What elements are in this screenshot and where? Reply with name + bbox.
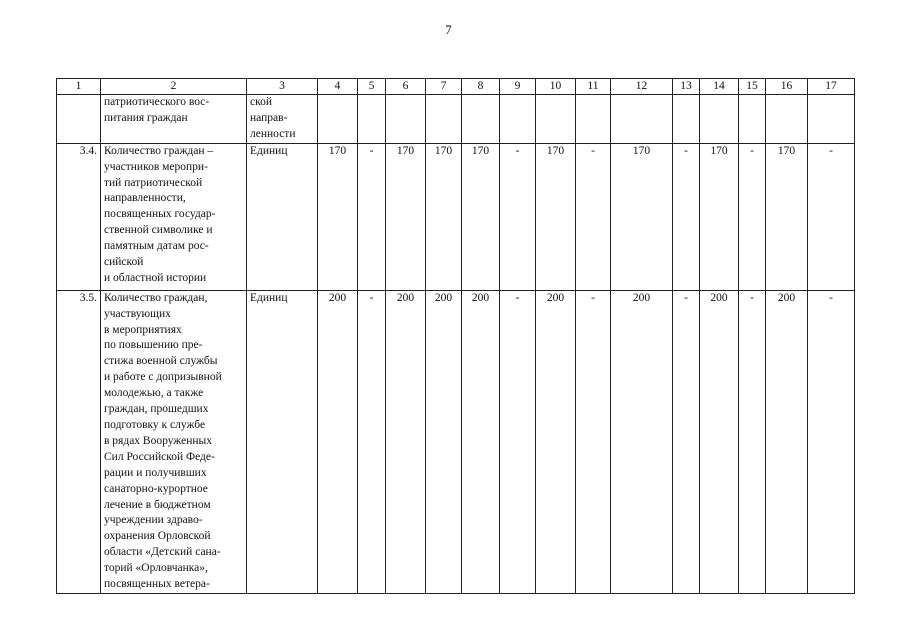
indicator-name-line: патриотического вос-: [104, 96, 210, 108]
indicator-name-line: направленности,: [104, 192, 186, 205]
column-header-3: 3: [247, 79, 318, 95]
indicator-name: [101, 290, 247, 593]
unit-line: направ-: [250, 111, 288, 124]
column-header-13: 13: [673, 79, 700, 95]
value-cell-col-6: [386, 95, 426, 144]
indicator-name-line: граждан, прошедших: [104, 403, 209, 416]
row-number: [57, 95, 101, 144]
indicator-name-line: молодежью, а также: [104, 387, 204, 400]
unit-line: Единиц: [250, 291, 288, 304]
unit-line: ленности: [250, 127, 296, 140]
value-cell-col-16: 170: [766, 143, 808, 290]
indicator-name-line: в рядах Вооруженных: [104, 434, 212, 447]
value-cell-col-13: -: [673, 143, 700, 290]
value-cell-col-11: -: [576, 290, 611, 593]
indicator-name-line: подготовку к службе: [104, 418, 206, 431]
value-cell-col-12: 170: [611, 143, 673, 290]
indicator-name-line: области «Детский сана-: [104, 546, 221, 559]
value-cell-col-8: 170: [462, 143, 500, 290]
indicator-name-line: и работе с допризывной: [104, 371, 222, 384]
indicator-name-line: в мероприятиях: [104, 323, 182, 336]
unit-line: Единиц: [250, 144, 288, 157]
column-header-10: 10: [536, 79, 576, 95]
value-cell-col-12: 200: [611, 290, 673, 593]
unit-line: ской: [250, 96, 273, 108]
table-row: [57, 143, 855, 290]
value-cell-col-12: [611, 95, 673, 144]
value-cell-col-11: -: [576, 143, 611, 290]
value-cell-col-15: [739, 95, 766, 144]
column-header-17: 17: [808, 79, 855, 95]
indicator-name-line: тий патриотической: [104, 176, 203, 189]
indicator-name-line: сийской: [104, 256, 144, 269]
value-cell-col-14: 170: [700, 143, 739, 290]
value-cell-col-17: -: [808, 290, 855, 593]
value-cell-col-17: [808, 95, 855, 144]
value-cell-col-5: -: [358, 290, 386, 593]
unit-of-measure: [247, 143, 318, 290]
value-cell-col-13: -: [673, 290, 700, 593]
indicator-name-line: участников меропри-: [104, 160, 208, 173]
column-header-1: 1: [57, 79, 101, 95]
indicator-name-line: стижа военной службы: [104, 355, 218, 368]
indicator-name-line: по повышению пре-: [104, 339, 203, 352]
column-header-12: 12: [611, 79, 673, 95]
indicator-name-line: лечение в бюджетном: [104, 498, 211, 511]
value-cell-col-9: [500, 95, 536, 144]
value-cell-col-6: 200: [386, 290, 426, 593]
value-cell-col-9: -: [500, 143, 536, 290]
indicator-name-line: торий «Орловчанка»,: [104, 562, 208, 575]
value-cell-col-7: [426, 95, 462, 144]
indicator-name-line: посвященных государ-: [104, 208, 216, 221]
unit-of-measure: [247, 95, 318, 144]
column-header-6: 6: [386, 79, 426, 95]
value-cell-col-8: 200: [462, 290, 500, 593]
value-cell-col-4: [318, 95, 358, 144]
indicator-name-line: питания граждан: [104, 111, 188, 124]
column-header-15: 15: [739, 79, 766, 95]
column-header-8: 8: [462, 79, 500, 95]
indicator-name-line: посвященных ветера-: [104, 578, 210, 591]
value-cell-col-11: [576, 95, 611, 144]
column-header-7: 7: [426, 79, 462, 95]
indicator-name-line: санаторно-курортное: [104, 482, 208, 495]
value-cell-col-16: [766, 95, 808, 144]
row-number: 3.4.: [57, 143, 101, 290]
indicator-name-line: учреждении здраво-: [104, 514, 203, 527]
value-cell-col-10: 200: [536, 290, 576, 593]
value-cell-col-14: 200: [700, 290, 739, 593]
value-cell-col-4: 200: [318, 290, 358, 593]
unit-of-measure: [247, 290, 318, 593]
page-number: 7: [445, 22, 452, 37]
indicator-name-line: охранения Орловской: [104, 530, 211, 543]
value-cell-col-16: 200: [766, 290, 808, 593]
value-cell-col-7: 170: [426, 143, 462, 290]
value-cell-col-6: 170: [386, 143, 426, 290]
value-cell-col-5: -: [358, 143, 386, 290]
value-cell-col-15: -: [739, 290, 766, 593]
value-cell-col-7: 200: [426, 290, 462, 593]
row-number: 3.5.: [57, 290, 101, 593]
indicator-name-line: Сил Российской Феде-: [104, 450, 215, 463]
value-cell-col-5: [358, 95, 386, 144]
value-cell-col-8: [462, 95, 500, 144]
value-cell-col-15: -: [739, 143, 766, 290]
table-row: [57, 290, 855, 593]
indicator-name-line: рации и получивших: [104, 466, 207, 479]
value-cell-col-9: -: [500, 290, 536, 593]
value-cell-col-10: 170: [536, 143, 576, 290]
indicator-name: [101, 143, 247, 290]
indicator-name-line: Количество граждан,: [104, 291, 208, 304]
column-header-14: 14: [700, 79, 739, 95]
table-header-row: [57, 79, 855, 95]
value-cell-col-4: 170: [318, 143, 358, 290]
indicator-table: [56, 78, 855, 594]
column-header-11: 11: [576, 79, 611, 95]
indicator-name-line: Количество граждан –: [104, 144, 214, 157]
value-cell-col-14: [700, 95, 739, 144]
column-header-2: 2: [101, 79, 247, 95]
value-cell-col-17: -: [808, 143, 855, 290]
table-row: [57, 95, 855, 144]
value-cell-col-13: [673, 95, 700, 144]
indicator-name-line: участвующих: [104, 307, 171, 320]
indicator-name: [101, 95, 247, 144]
column-header-16: 16: [766, 79, 808, 95]
indicator-name-line: ственной символике и: [104, 224, 213, 237]
value-cell-col-10: [536, 95, 576, 144]
column-header-4: 4: [318, 79, 358, 95]
indicator-name-line: памятным датам рос-: [104, 240, 209, 253]
column-header-5: 5: [358, 79, 386, 95]
indicator-name-line: и областной истории: [104, 271, 207, 284]
column-header-9: 9: [500, 79, 536, 95]
